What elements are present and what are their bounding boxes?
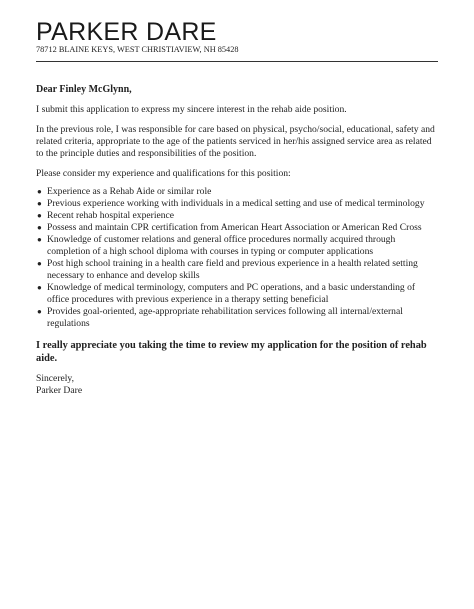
signature: Parker Dare (36, 385, 83, 396)
header-divider (36, 61, 438, 62)
list-item: ● Knowledge of medical terminology, computers and PC operations, and a basic understanding of office procedures with previous experience in a therapy setting beneficial (37, 282, 416, 305)
list-item: ● Knowledge of customer relations and general office procedures normally acquired through completion of a high school diploma with courses in typing or computer applications (37, 234, 396, 257)
bullet-icon: ● (37, 283, 42, 292)
list-item: ● Previous experience working with individuals in a medical setting and use of medical terminology (37, 198, 425, 209)
bullet-icon: ● (37, 187, 42, 196)
intro-paragraph: I submit this application to express my sincere interest in the rehab aide position. (36, 104, 347, 115)
bullet-icon: ● (37, 235, 42, 244)
bullet-icon: ● (37, 211, 42, 220)
list-item: ● Post high school training in a health care field and previous experience in a health related setting necessary to enhance and develop skills (37, 258, 418, 281)
letter-body (36, 84, 438, 397)
closing-paragraph: I really appreciate you taking the time to review my application for the position of rehab aide. (36, 340, 427, 364)
valediction: Sincerely, (36, 373, 75, 384)
bullet-icon: ● (37, 307, 42, 316)
applicant-name: PARKER DARE (36, 18, 217, 46)
list-item: ● Possess and maintain CPR certification from American Heart Association or American Red Cross (37, 222, 422, 233)
bullet-icon: ● (37, 259, 42, 268)
consider-paragraph: Please consider my experience and qualifications for this position: (36, 168, 291, 179)
list-item: ● Recent rehab hospital experience (37, 210, 175, 221)
greeting: Dear Finley McGlynn, (36, 84, 132, 95)
bullet-icon: ● (37, 223, 42, 232)
qualifications-list (36, 186, 438, 330)
list-item: ● Experience as a Rehab Aide or similar role (37, 186, 212, 197)
bullet-icon: ● (37, 199, 42, 208)
applicant-address: 78712 BLAINE KEYS, WEST CHRISTIAVIEW, NH 85428 (36, 45, 239, 54)
list-item: ● Provides goal-oriented, age-appropriate rehabilitation services following all internal/external regulations (37, 306, 403, 329)
previous-role-paragraph: In the previous role, I was responsible for care based on physical, psycho/social, educational, safety and related criteria, appropriate to the age of the patients serviced in her/his assigned service area as related to the principle duties and responsibilities of the position. (36, 124, 435, 159)
